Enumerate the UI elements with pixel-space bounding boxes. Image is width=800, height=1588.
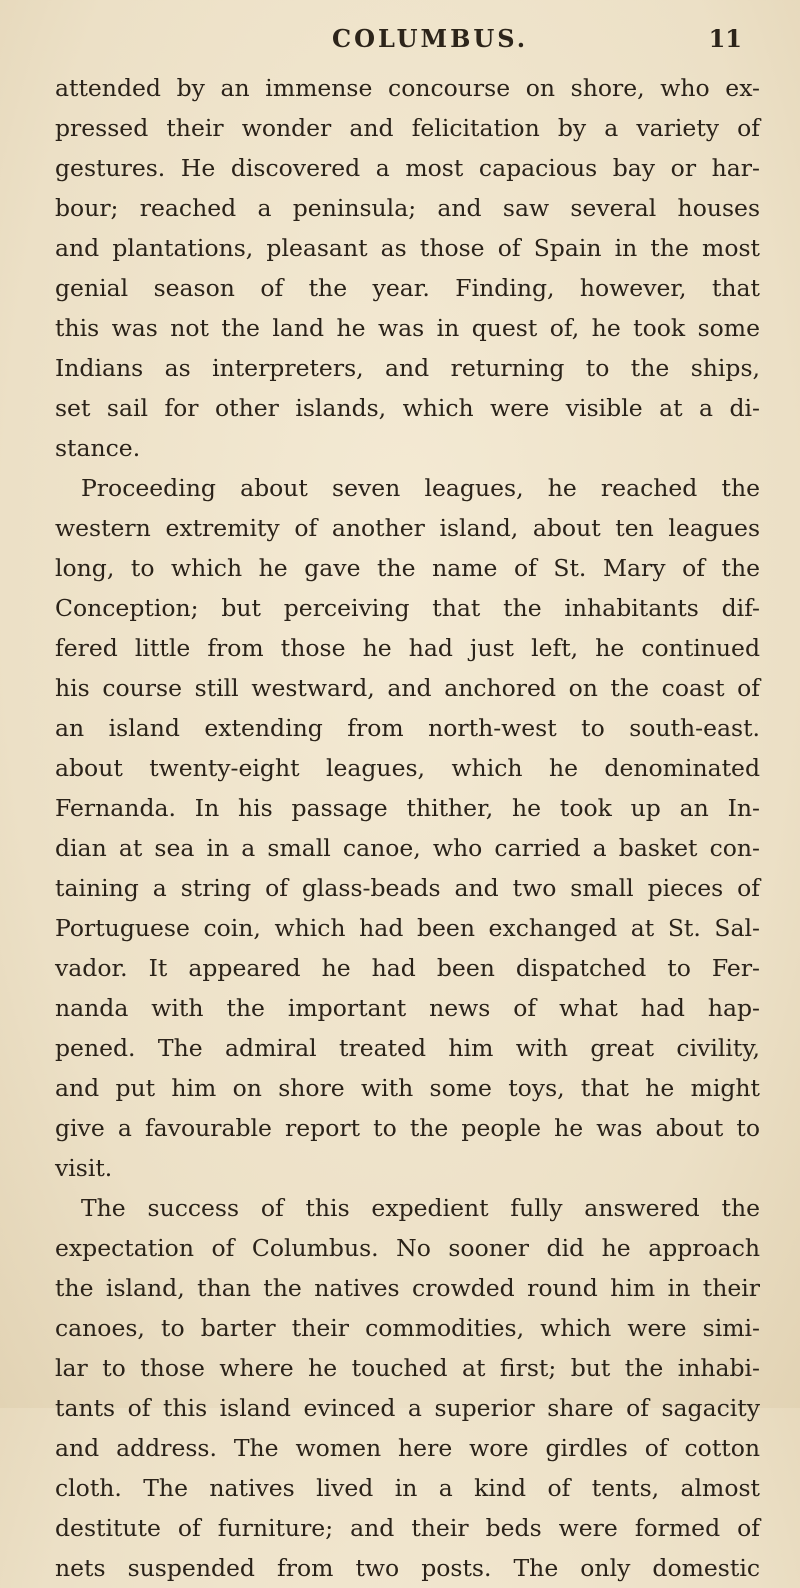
text-line: canoes, to barter their commodities, which were simi- bbox=[55, 1314, 760, 1342]
paragraph-3 bbox=[55, 1188, 760, 1588]
text-line: expectation of Columbus. No sooner did he approach bbox=[55, 1234, 760, 1262]
text-line: stance. bbox=[55, 434, 141, 462]
text-line: an island extending from north-west to south-east. bbox=[55, 714, 760, 742]
text-line: set sail for other islands, which were visible at a di- bbox=[55, 394, 760, 422]
text-line: gestures. He discovered a most capacious bay or har- bbox=[55, 154, 760, 182]
paragraph-1 bbox=[55, 68, 760, 468]
text-line: western extremity of another island, about ten leagues bbox=[55, 514, 760, 542]
text-line: and plantations, pleasant as those of Spain in the most bbox=[55, 234, 760, 262]
text-line: bour; reached a peninsula; and saw several houses bbox=[55, 194, 760, 222]
text-line: The success of this expedient fully answered the bbox=[81, 1194, 760, 1222]
text-line: cloth. The natives lived in a kind of tents, almost bbox=[55, 1474, 760, 1502]
text-line: lar to those where he touched at first; but the inhabi- bbox=[55, 1354, 760, 1382]
text-line: and put him on shore with some toys, that he might bbox=[55, 1074, 760, 1102]
text-line: nanda with the important news of what had hap- bbox=[55, 994, 760, 1022]
text-line: dian at sea in a small canoe, who carried a basket con- bbox=[55, 834, 760, 862]
text-line: about twenty-eight leagues, which he denominated bbox=[55, 754, 760, 782]
text-line: the island, than the natives crowded round him in their bbox=[55, 1274, 760, 1302]
text-line: give a favourable report to the people he was about to bbox=[55, 1114, 760, 1142]
text-line: his course still westward, and anchored on the coast of bbox=[55, 674, 760, 702]
text-line: pressed their wonder and felicitation by a variety of bbox=[55, 114, 760, 142]
text-line: visit. bbox=[55, 1154, 113, 1182]
text-line: pened. The admiral treated him with great civility, bbox=[55, 1034, 760, 1062]
page-number: 11 bbox=[708, 24, 742, 53]
text-line: destitute of furniture; and their beds were formed of bbox=[55, 1514, 760, 1542]
text-line: vador. It appeared he had been dispatched to Fer- bbox=[55, 954, 760, 982]
text-line: tants of this island evinced a superior share of sagacity bbox=[55, 1394, 760, 1422]
text-line: attended by an immense concourse on shore, who ex- bbox=[55, 74, 760, 102]
text-line: nets suspended from two posts. The only domestic bbox=[55, 1554, 760, 1582]
text-line: genial season of the year. Finding, however, that bbox=[55, 274, 760, 302]
text-line: fered little from those he had just left, he continued bbox=[55, 634, 760, 662]
text-line: long, to which he gave the name of St. Mary of the bbox=[55, 554, 760, 582]
running-title: COLUMBUS. bbox=[332, 24, 529, 53]
body-text bbox=[55, 68, 760, 1588]
running-head bbox=[50, 24, 770, 64]
text-line: Conception; but perceiving that the inhabitants dif- bbox=[55, 594, 760, 622]
text-line: this was not the land he was in quest of, he took some bbox=[55, 314, 760, 342]
text-line: Indians as interpreters, and returning to the ships, bbox=[55, 354, 760, 382]
paragraph-2 bbox=[55, 468, 760, 1188]
text-line: Portuguese coin, which had been exchanged at St. Sal- bbox=[55, 914, 760, 942]
text-line: taining a string of glass-beads and two small pieces of bbox=[55, 874, 760, 902]
text-line: and address. The women here wore girdles of cotton bbox=[55, 1434, 760, 1462]
text-line: Proceeding about seven leagues, he reached the bbox=[81, 474, 760, 502]
text-line: Fernanda. In his passage thither, he took up an In- bbox=[55, 794, 760, 822]
